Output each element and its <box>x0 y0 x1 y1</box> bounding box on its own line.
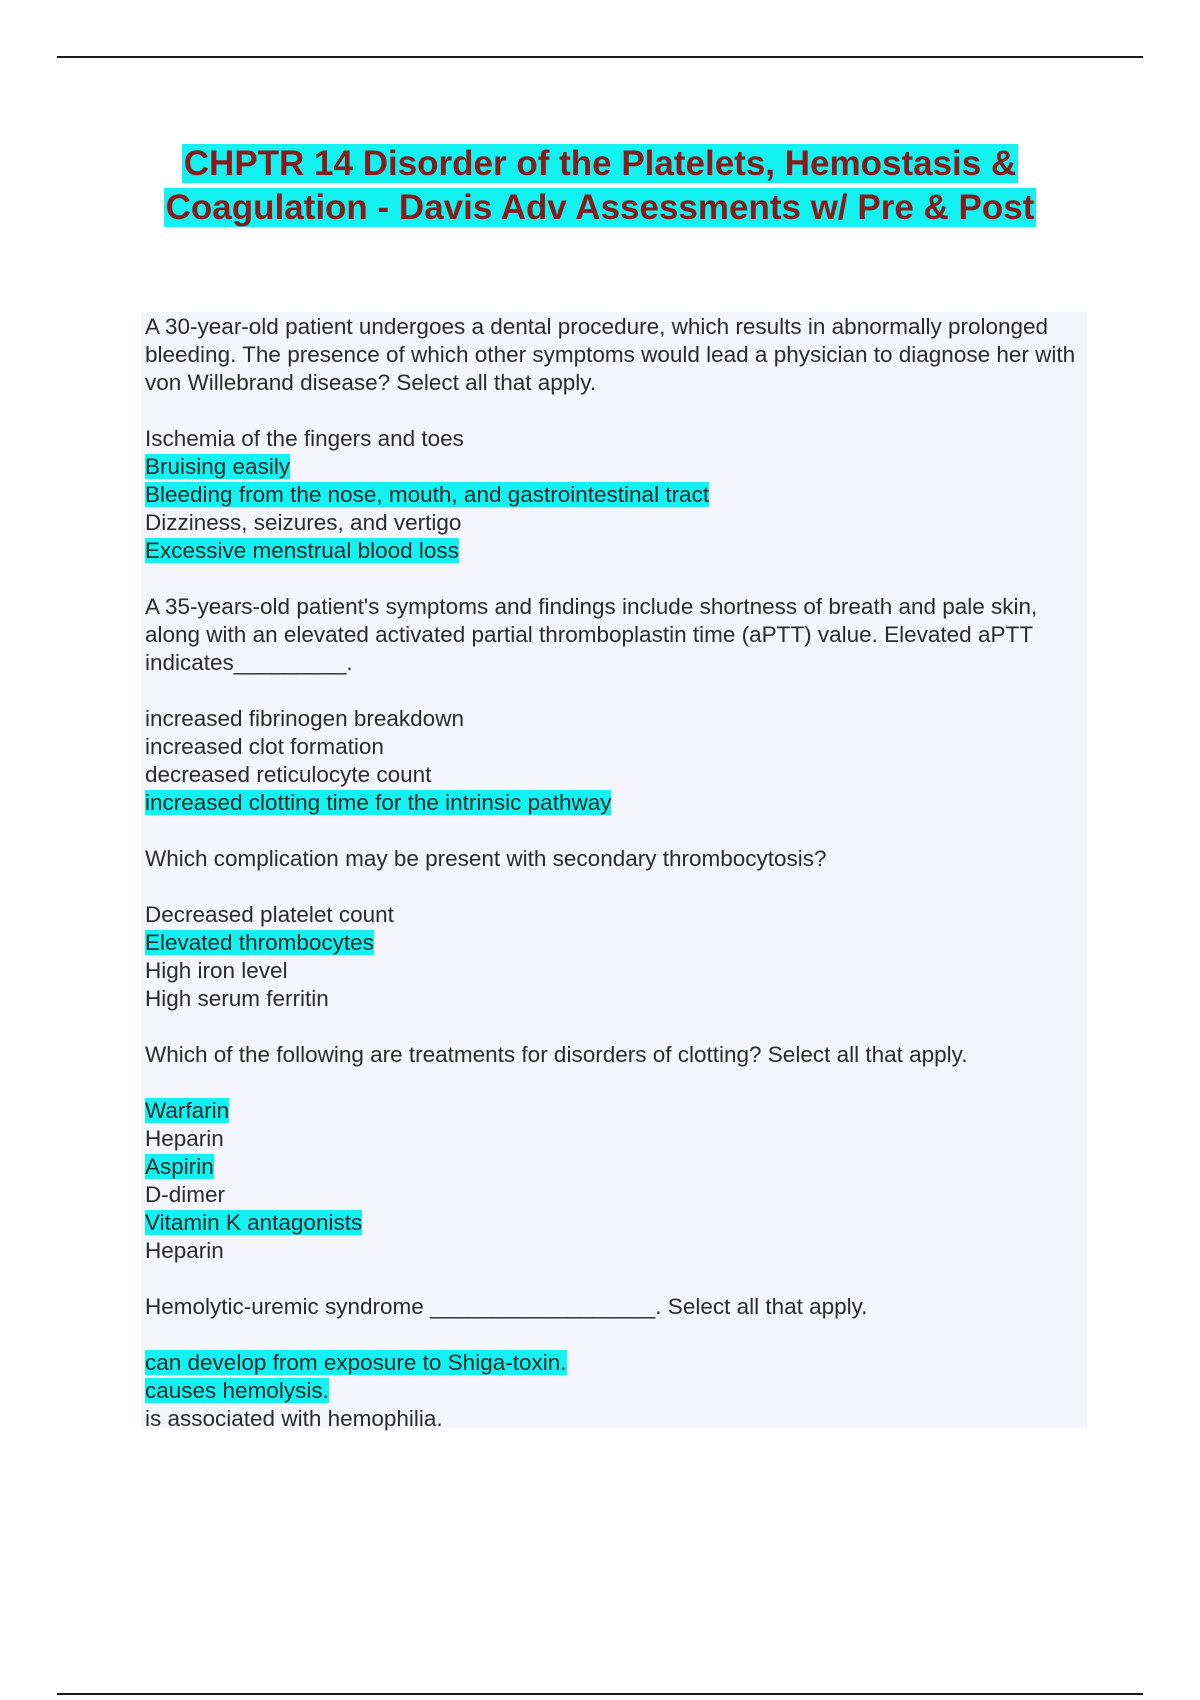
answer-option-correct: can develop from exposure to Shiga-toxin. <box>145 1350 567 1375</box>
top-rule <box>57 56 1143 58</box>
question-text: Which of the following are treatments for disorders of clotting? Select all that apply. <box>145 1042 968 1067</box>
answer-option: increased fibrinogen breakdown <box>145 706 464 731</box>
answer-option: decreased reticulocyte count <box>145 762 432 787</box>
title-line-1: CHPTR 14 Disorder of the Platelets, Hemostasis & <box>183 144 1017 183</box>
question-text: A 30-year-old patient undergoes a dental procedure, which results in abnormally prolonged bleeding. The presence of which other symptoms would lead a physician to diagnose her with von Willebrand disease? Select all that apply. <box>145 314 1076 395</box>
question-panel <box>141 312 1087 1431</box>
answer-list <box>145 1349 1083 1433</box>
answer-list <box>145 1097 1083 1265</box>
question-text: Hemolytic-uremic syndrome __________________. Select all that apply. <box>145 1294 868 1319</box>
answer-option: High iron level <box>145 958 288 983</box>
answer-option: Heparin <box>145 1238 224 1263</box>
answer-option-correct: Excessive menstrual blood loss <box>145 538 459 563</box>
answer-option: Heparin <box>145 1126 224 1151</box>
answer-option-correct: causes hemolysis. <box>145 1378 329 1403</box>
answer-option-correct: Aspirin <box>145 1154 214 1179</box>
answer-option: Decreased platelet count <box>145 902 394 927</box>
answer-list <box>145 425 1083 565</box>
answer-option-correct: Elevated thrombocytes <box>145 930 374 955</box>
answer-option-correct: Bleeding from the nose, mouth, and gastrointestinal tract <box>145 482 710 507</box>
answer-option: Ischemia of the fingers and toes <box>145 426 464 451</box>
question-text: Which complication may be present with secondary thrombocytosis? <box>145 846 827 871</box>
document-title <box>0 142 1200 230</box>
answer-option-correct: Vitamin K antagonists <box>145 1210 363 1235</box>
answer-option: Dizziness, seizures, and vertigo <box>145 510 462 535</box>
answer-option: increased clot formation <box>145 734 384 759</box>
answer-list <box>145 705 1083 817</box>
answer-option-correct: Warfarin <box>145 1098 230 1123</box>
answer-option: D-dimer <box>145 1182 226 1207</box>
bottom-rule <box>57 1693 1143 1695</box>
title-line-2: Coagulation - Davis Adv Assessments w/ Pre & Post <box>165 188 1035 227</box>
answer-option: High serum ferritin <box>145 986 329 1011</box>
answer-option-correct: Bruising easily <box>145 454 291 479</box>
answer-option-correct: increased clotting time for the intrinsic pathway <box>145 790 612 815</box>
question-text: A 35-years-old patient's symptoms and findings include shortness of breath and pale skin, along with an elevated activated partial thromboplastin time (aPTT) value. Elevated aPTT indicates_________. <box>145 594 1038 675</box>
answer-list <box>145 901 1083 1013</box>
answer-option: is associated with hemophilia. <box>145 1406 443 1431</box>
